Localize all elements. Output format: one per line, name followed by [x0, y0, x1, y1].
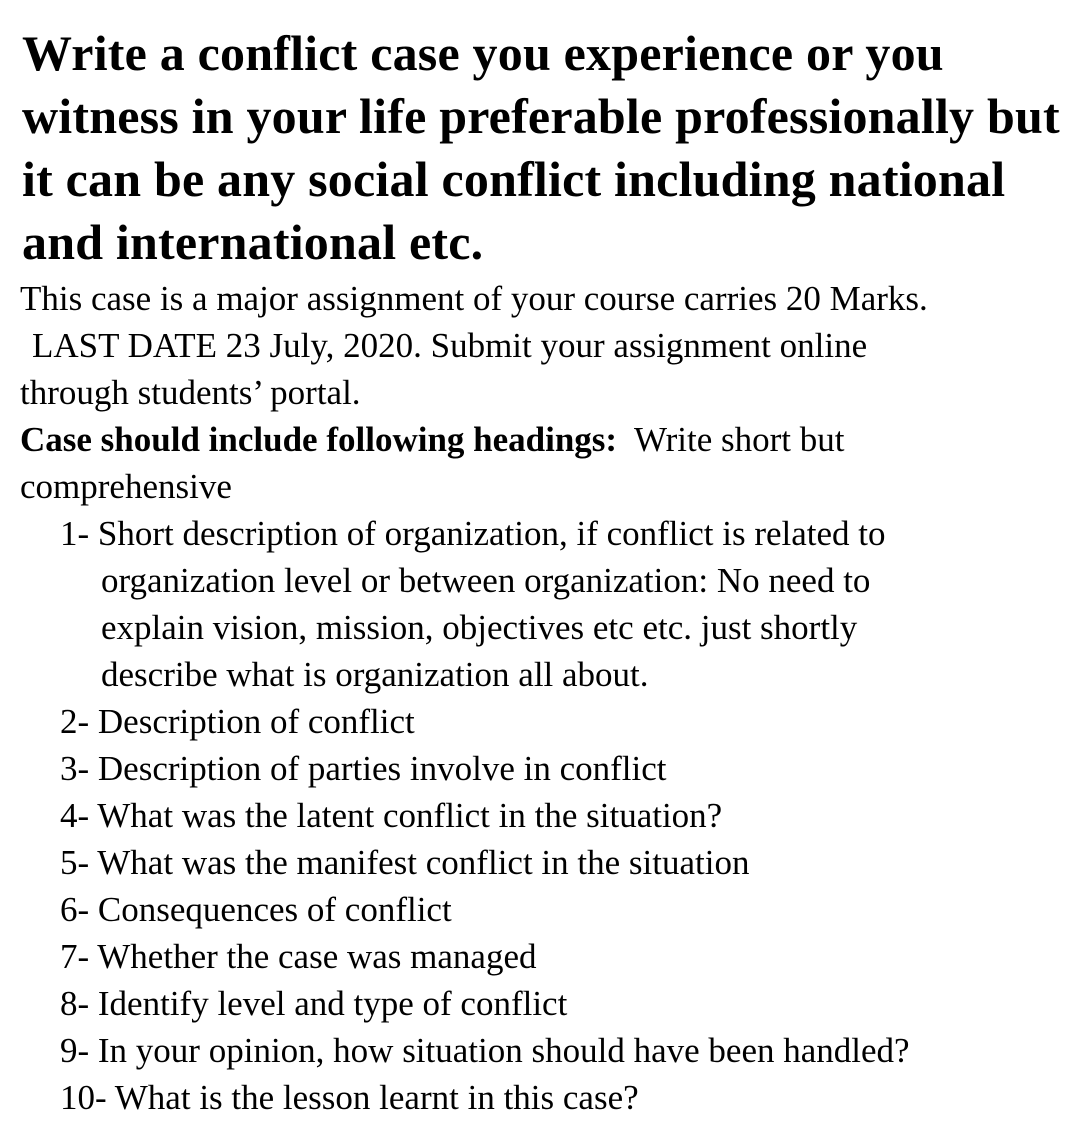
list-item: [60, 745, 1070, 792]
list-item-number: 4-: [60, 796, 90, 835]
list-item-number: 9-: [60, 1031, 90, 1070]
list-item-text: Identify level and type of conflict: [89, 984, 568, 1023]
intro-line-headings: [20, 416, 1078, 463]
list-item: [60, 839, 1070, 886]
intro-line-deadline: LAST DATE 23 July, 2020. Submit your assignment online: [32, 326, 868, 365]
list-item-text: Whether the case was managed: [89, 937, 537, 976]
list-item-continuation: organization level or between organization: No need to: [101, 561, 871, 600]
list-item-text: What was the latent conflict in the situation?: [89, 796, 723, 835]
list-item: [60, 792, 1070, 839]
list-item-text: What is the lesson learnt in this case?: [106, 1078, 639, 1117]
list-item-continuation: explain vision, mission, objectives etc etc. just shortly: [101, 608, 858, 647]
document-title: Write a conflict case you experience or you witness in your life preferable professionally but it can be any social conflict including national and international etc.: [22, 25, 1060, 270]
list-item-number: 1-: [60, 514, 90, 553]
list-item: [60, 933, 1070, 980]
intro-line-comprehensive: comprehensive: [20, 467, 232, 506]
list-item-text: In your opinion, how situation should have been handled?: [89, 1031, 910, 1070]
intro-line-marks: This case is a major assignment of your course carries 20 Marks.: [20, 279, 928, 318]
headings-tail: Write short but: [617, 420, 845, 459]
cropped-next-line: [20, 1124, 1020, 1133]
list-item-number: 2-: [60, 702, 90, 741]
list-item-text: Consequences of conflict: [89, 890, 452, 929]
list-item-text: Description of conflict: [89, 702, 415, 741]
list-item-text: Short description of organization, if conflict is related to: [89, 514, 886, 553]
intro-paragraph: [20, 275, 1078, 510]
list-item: [60, 1027, 1070, 1074]
list-item-text: Description of parties involve in conflict: [89, 749, 667, 788]
list-item-number: 7-: [60, 937, 90, 976]
list-item-number: 8-: [60, 984, 90, 1023]
headings-lead: Case should include following headings:: [20, 420, 618, 459]
list-item-continuation: describe what is organization all about.: [101, 655, 649, 694]
intro-line-portal: through students’ portal.: [20, 373, 361, 412]
headings-list: [60, 510, 1070, 1121]
list-item: [60, 698, 1070, 745]
list-item: [60, 1074, 1070, 1121]
list-item: [60, 980, 1070, 1027]
list-item-number: 10-: [60, 1078, 107, 1117]
list-item-text: What was the manifest conflict in the situation: [89, 843, 750, 882]
list-item-number: 6-: [60, 890, 90, 929]
list-item: [60, 886, 1070, 933]
list-item: [60, 510, 1070, 698]
list-item-number: 5-: [60, 843, 90, 882]
list-item-number: 3-: [60, 749, 90, 788]
